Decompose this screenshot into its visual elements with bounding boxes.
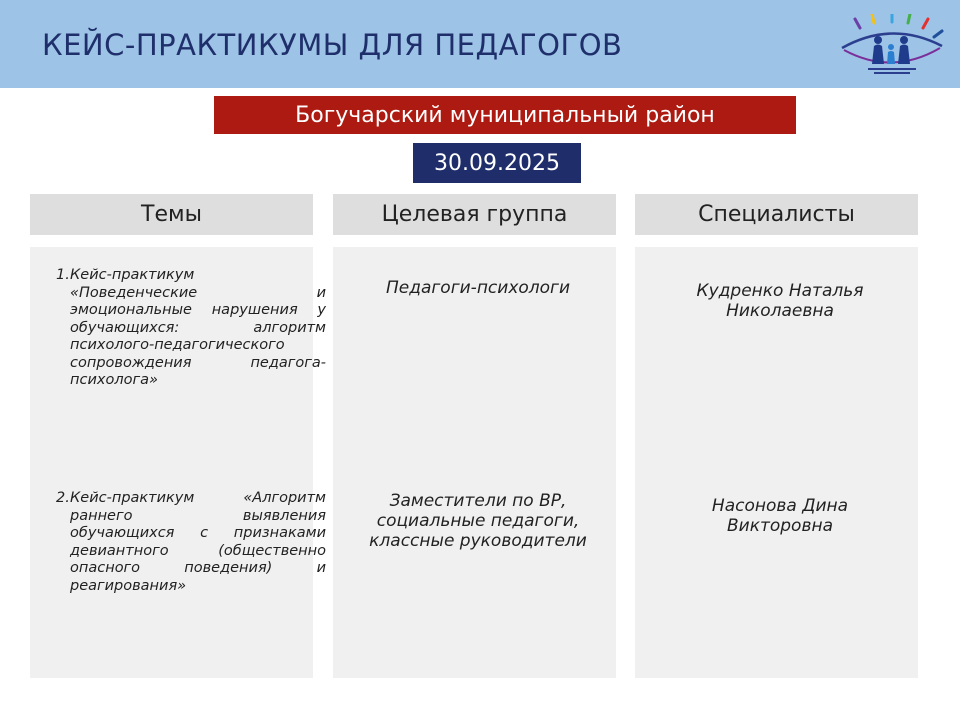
column-header-topics: Темы <box>30 194 313 235</box>
district-banner: Богучарский муниципальный район <box>214 96 796 134</box>
specialist-name: Кудренко Наталья Николаевна <box>696 281 864 321</box>
header-bar <box>0 0 960 88</box>
specialists-panel <box>635 247 918 678</box>
slide-title: КЕЙС-ПРАКТИКУМЫ ДЛЯ ПЕДАГОГОВ <box>42 28 623 62</box>
target-group-text: Педагоги-психологи <box>385 278 571 298</box>
specialist-name: Насонова Дина Викторовна <box>711 496 849 536</box>
topic-number: 1. <box>56 267 70 283</box>
column-header-specialists: Специалисты <box>635 194 918 235</box>
family-under-rainbow-logo-icon <box>838 14 946 80</box>
topic-text: Кейс-практикум «Алгоритм раннего выявления обучающихся с признаками девиантного (общественно опасного поведения) и реагирования» <box>70 490 326 594</box>
date-badge: 30.09.2025 <box>413 143 581 183</box>
topics-panel <box>30 247 326 678</box>
topic-item <box>56 490 326 595</box>
target-group-text: Заместители по ВР, социальные педагоги, классные руководители <box>369 491 587 551</box>
topic-text: Кейс-практикум «Поведенческие и эмоциональные нарушения у обучающихся: алгоритм психолого-педагогического сопровождения педагога-психолога» <box>70 267 326 388</box>
column-header-target-group: Целевая группа <box>333 194 616 235</box>
target-group-panel <box>333 247 616 678</box>
topic-number: 2. <box>56 490 70 506</box>
topic-item <box>56 267 326 390</box>
